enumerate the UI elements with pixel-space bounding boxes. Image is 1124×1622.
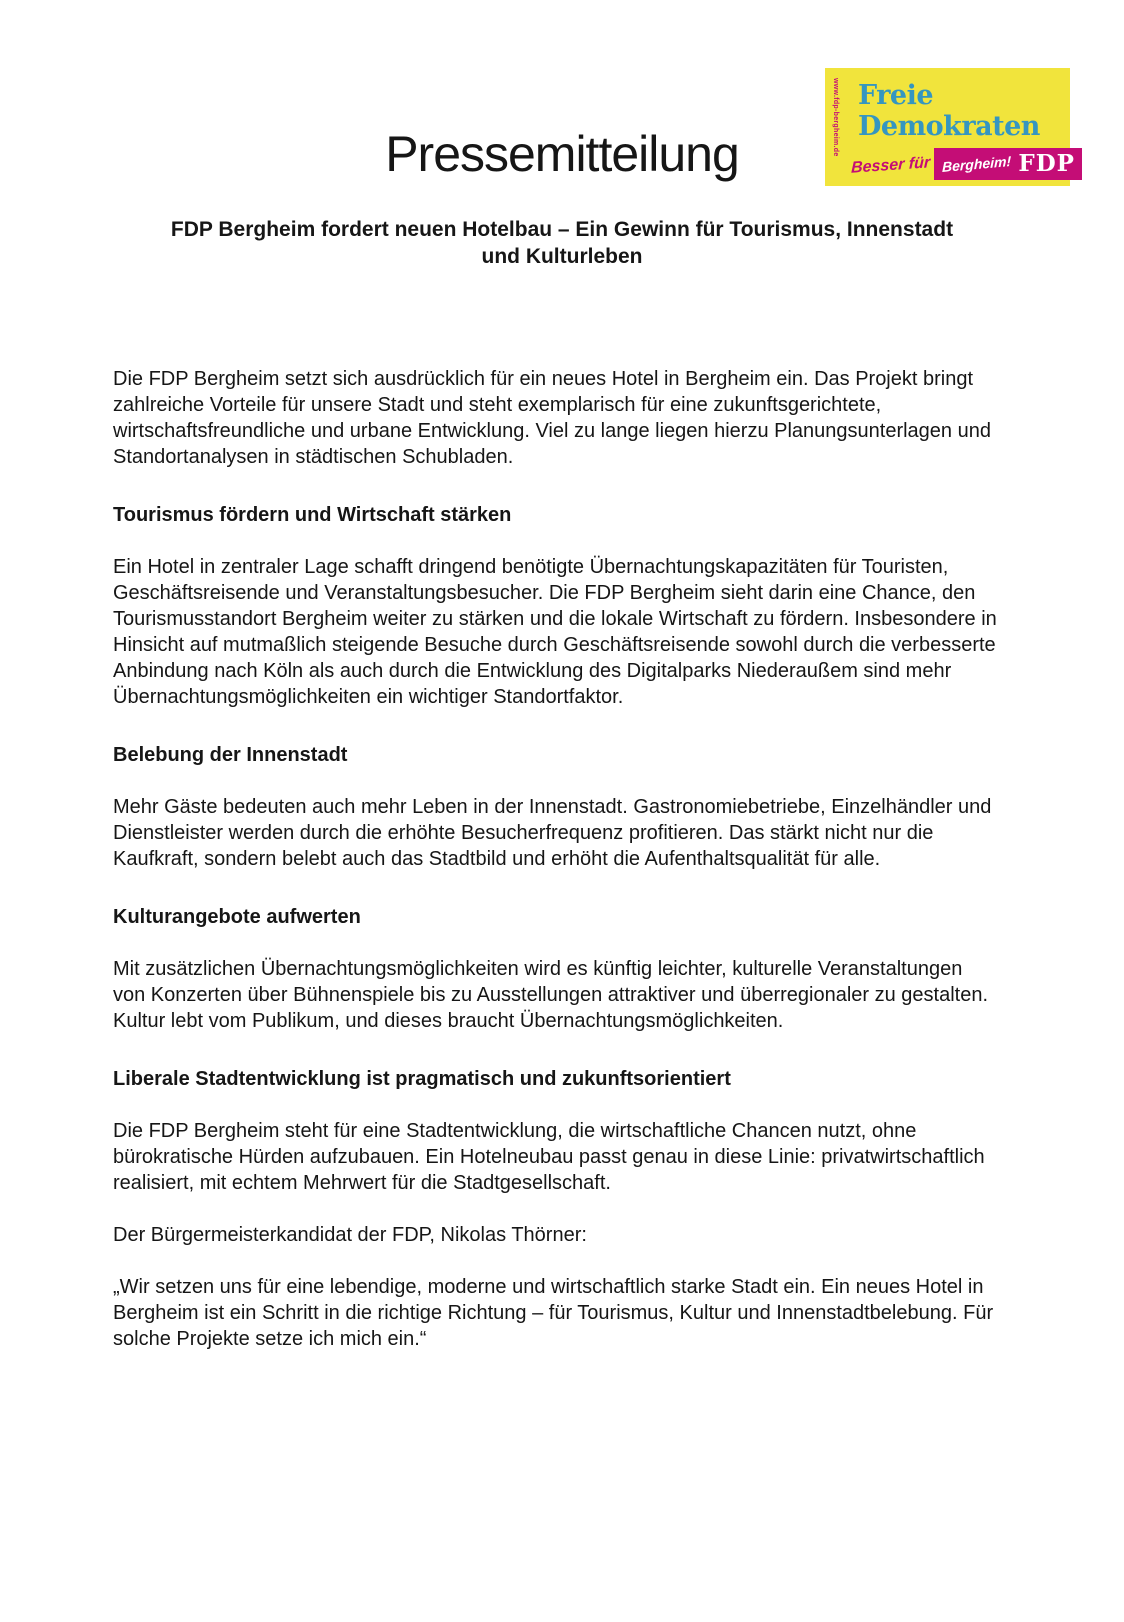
quote-paragraph: „Wir setzen uns für eine lebendige, moderne und wirtschaftlich starke Stadt ein. Ein neues Hotel in Bergheim ist ein Schritt in die richtige Richtung – für Tourismus, Kultur und Innenstadtbelebung. Für solche Projekte setze ich mich ein.“ — [113, 1276, 994, 1350]
logo-wordmark-line1: Freie — [858, 80, 934, 111]
logo-tagline — [850, 148, 1075, 180]
logo-badge-bergheim: Bergheim! — [942, 152, 1012, 175]
fdp-logo — [825, 68, 1075, 186]
logo-wordmark — [858, 80, 1040, 142]
logo-tagline-besser-fuer: Besser für — [850, 154, 931, 177]
paragraph-kandidat-intro: Der Bürgermeisterkandidat der FDP, Nikolas Thörner: — [113, 1224, 587, 1246]
intro-paragraph: Die FDP Bergheim setzt sich ausdrücklich für ein neues Hotel in Bergheim ein. Das Projekt bringt zahlreiche Vorteile für unsere Stadt und steht exemplarisch für eine zukunftsgerichtete, wirtschaftsfreundliche und urbane Entwicklung. Viel zu lange liegen hierzu Planungsunterlagen und Standortanalysen in städtischen Schubladen. — [113, 368, 991, 468]
paragraph-kulturangebote: Mit zusätzlichen Übernachtungsmöglichkeiten wird es künftig leichter, kulturelle Veranstaltungen von Konzerten über Bühnenspiele bis zu Ausstellungen attraktiver und überregionaler zu gestalten. Kultur lebt vom Publikum, und dieses braucht Übernachtungsmöglichkeiten. — [113, 958, 989, 1032]
section-heading-kulturangebote: Kulturangebote aufwerten — [113, 906, 361, 928]
logo-website-vertical-text: www.fdp-bergheim.de — [832, 78, 839, 157]
document-body — [113, 366, 998, 1352]
logo-wordmark-line2: Demokraten — [858, 111, 1040, 142]
headline: FDP Bergheim fordert neuen Hotelbau – Ein Gewinn für Tourismus, Innenstadt und Kulturleben — [170, 218, 954, 268]
section-heading-belebung: Belebung der Innenstadt — [113, 744, 348, 766]
section-heading-stadtentwicklung: Liberale Stadtentwicklung ist pragmatisch und zukunftsorientiert — [113, 1068, 731, 1090]
document-title: Pressemitteilung — [385, 126, 739, 182]
paragraph-stadtentwicklung: Die FDP Bergheim steht für eine Stadtentwicklung, die wirtschaftliche Chancen nutzt, ohne bürokratische Hürden aufzubauen. Ein Hotelneubau passt genau in diese Linie: privatwirtschaftlich realisiert, mit echtem Mehrwert für die Stadtgesellschaft. — [113, 1120, 985, 1194]
logo-badge — [934, 148, 1082, 180]
paragraph-tourismus: Ein Hotel in zentraler Lage schafft dringend benötigte Übernachtungskapazitäten für Touristen, Geschäftsreisende und Veranstaltungsbesucher. Die FDP Bergheim sieht darin eine Chance, den Tourismusstandort Bergheim weiter zu stärken und die lokale Wirtschaft zu fördern. Insbesondere in Hinsicht auf mutmaßlich steigende Besuche durch Geschäftsreisende sowohl durch die verbesserte Anbindung nach Köln als auch durch die Entwicklung des Digitalparks Niederaußem sind mehr Übernachtungsmöglichkeiten ein wichtiger Standortfaktor. — [113, 556, 997, 708]
logo-badge-fdp: FDP — [1018, 150, 1075, 177]
paragraph-belebung: Mehr Gäste bedeuten auch mehr Leben in der Innenstadt. Gastronomiebetriebe, Einzelhändler und Dienstleister werden durch die erhöhte Besucherfrequenz profitieren. Das stärkt nicht nur die Kaufkraft, sondern belebt auch das Stadtbild und erhöht die Aufenthaltsqualität für alle. — [113, 796, 992, 870]
section-heading-tourismus: Tourismus fördern und Wirtschaft stärken — [113, 504, 512, 526]
